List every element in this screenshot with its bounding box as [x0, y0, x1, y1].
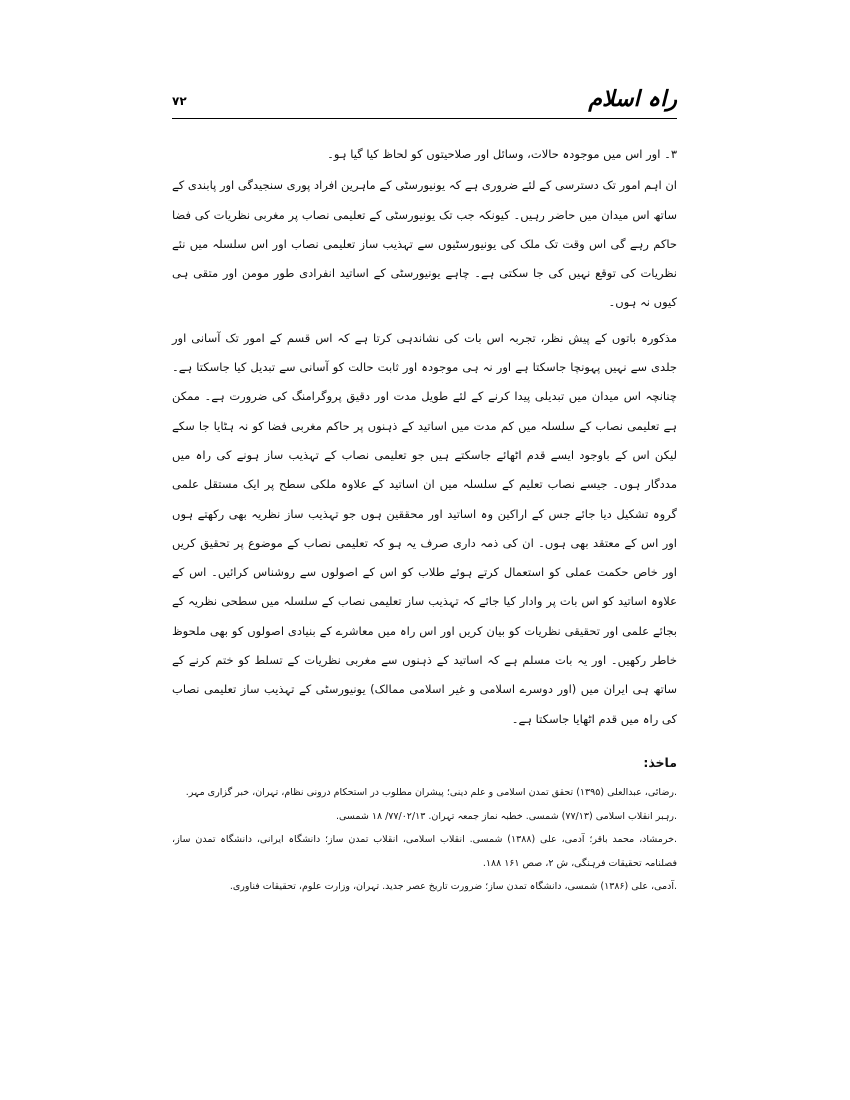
- body-paragraph: ۳۔ اور اس میں موجودہ حالات، وسائل اور صلاحیتوں کو لحاظ کیا گیا ہو۔: [327, 147, 677, 161]
- header-divider: [172, 118, 677, 119]
- source-item: .رضائی، عبدالعلی (۱۳۹۵) تحقق تمدن اسلامی و علم دینی؛ پیشران مطلوب در استحکام درونی نظام، تہران، خبر گزاری مہر.: [185, 787, 677, 799]
- sources-heading: ماخذ:: [643, 754, 677, 770]
- body-paragraph: ان اہم امور تک دسترسی کے لئے ضروری ہے کہ یونیورسٹی کے ماہرین افراد پوری سنجیدگی اور پابندی کے ساتھ اس میدان میں حاضر رہیں۔ کیونکہ جب تک یونیورسٹی کے تعلیمی نصاب پر مغربی نظریات کی فضا حاکم رہے گی اس وقت تک ملک کی یونیورسٹیوں سے تہذیب ساز تعلیمی نصاب اور اس سلسلہ میں نئے نظریات کی توقع نہیں کی جا سکتی ہے۔ چاہے یونیورسٹی کے اساتید انفرادی طور مومن اور متقی ہی کیوں نہ ہوں۔: [172, 178, 677, 310]
- page-number: ۷۲: [172, 94, 187, 108]
- journal-logo: راہ اسلام: [588, 86, 677, 112]
- body-paragraph: مذکورہ باتوں کے پیش نظر، تجربہ اس بات کی نشاندہی کرتا ہے کہ اس قسم کے امور تک آسانی اور جلدی سے نہیں پہونچا جاسکتا ہے اور نہ ہی موجودہ اور ثابت حالت کو آسانی سے تبدیل کیا جاسکتا ہے۔ چنانچہ اس میدان میں تبدیلی پیدا کرنے کے لئے طویل مدت اور دقیق پروگرامنگ کی ضرورت ہے۔ ممکن ہے تعلیمی نصاب کے سلسلہ میں کم مدت میں اساتید کے ذہنوں پر حاکم مغربی فضا کو نہ ہٹایا جا سکے لیکن اس کے باوجود ایسے قدم اٹھائے جاسکتے ہیں جو تعلیمی نصاب کے تہذیب ساز ہونے کی راہ میں مددگار ہوں۔ جیسے نصاب تعلیم کے سلسلہ میں ان اساتید کے علاوہ ملکی سطح پر ایک مستقل علمی گروہ تشکیل دیا جائے جس کے اراکین وہ اساتید اور محققین ہوں جو تہذیب ساز نظریہ بھی رکھتے ہوں اور اس کے معتقد بھی ہوں۔ ان کی ذمہ داری صرف یہ ہو کہ تعلیمی نصاب کے موضوع پر تحقیق کریں اور خاص حکمت عملی کو استعمال کرتے ہوئے طلاب کو اس کے اصولوں سے روشناس کرائیں۔ اس کے علاوہ اساتید کو اس بات پر وادار کیا جائے کہ تہذیب ساز تعلیمی نصاب کے سلسلہ میں سطحی نظریہ کے بجائے علمی اور تحقیقی نظریات کو بیان کریں اور اس راہ میں معاشرے کے بنیادی اصولوں کو بھی ملحوظ خاطر رکھیں۔ اور یہ بات مسلم ہے کہ اساتید کے ذہنوں سے مغربی نظریات کے تسلط کو ختم کرنے کے ساتھ ہی ایران میں (اور دوسرے اسلامی و غیر اسلامی ممالک) یونیورسٹی کے تہذیب ساز تعلیمی نصاب کی راہ میں قدم اٹھایا جاسکتا ہے۔: [172, 330, 677, 726]
- page-header: [172, 84, 677, 120]
- source-item: .خرمشاد، محمد باقر؛ آدمی، علی (۱۳۸۸) شمسی. انقلاب اسلامی، انقلاب تمدن ساز؛ دانشگاہ ایرانی، دانشگاہ تمدن ساز، فصلنامہ تحقیقات فرہنگی، ش ۲، صص ۱۶۱ ۱۸۸.: [172, 834, 677, 869]
- source-item: .رہبر انقلاب اسلامی (۷۷/۱۳) شمسی. خطبہ نماز جمعہ تہران. ۷۷/۰۲/۱۳/ ۱۸ شمسی.: [335, 810, 677, 822]
- article-body: [172, 140, 677, 899]
- sources-list: [172, 781, 677, 899]
- source-item: .آدمی، علی (۱۳۸۶) شمسی، دانشگاہ تمدن ساز؛ ضرورت تاریخ عصر جدید. تہران، وزارت علوم، تحقیقات فناوری.: [229, 881, 677, 893]
